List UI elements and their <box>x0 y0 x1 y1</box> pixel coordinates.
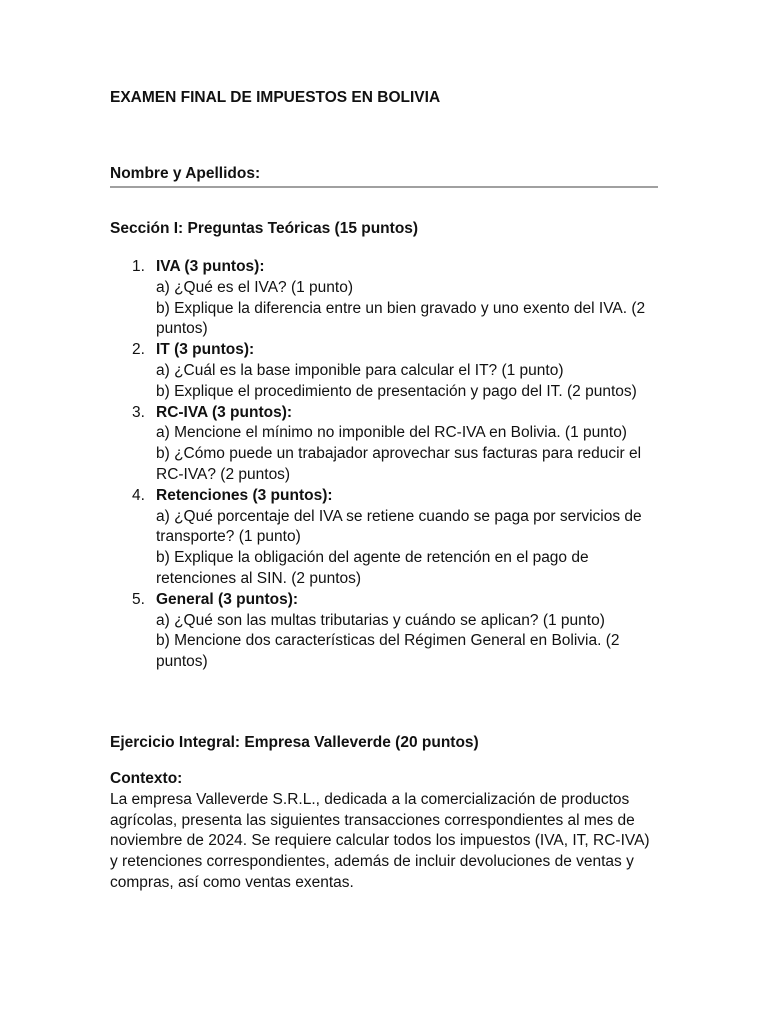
question-line: b) Explique el procedimiento de presentación y pago del IT. (2 puntos) <box>156 382 637 400</box>
question-line: a) ¿Qué porcentaje del IVA se retiene cuando se paga por servicios de transporte? (1 punto) <box>156 507 642 546</box>
question-number: 3. <box>132 403 145 421</box>
list-item <box>110 403 658 486</box>
list-item <box>110 257 658 340</box>
section-1-title: Sección I: Preguntas Teóricas (15 puntos) <box>110 220 419 237</box>
list-item <box>110 486 658 590</box>
question-line: b) Explique la obligación del agente de retención en el pago de retenciones al SIN. (2 puntos) <box>156 549 589 587</box>
exercise-title: Ejercicio Integral: Empresa Valleverde (20 puntos) <box>110 734 479 751</box>
question-line: a) Mencione el mínimo no imponible del RC-IVA en Bolivia. (1 punto) <box>156 424 627 442</box>
question-line: a) ¿Qué es el IVA? (1 punto) <box>156 278 354 296</box>
list-item <box>110 340 658 402</box>
question-heading: RC-IVA (3 puntos): <box>156 403 293 421</box>
question-line: b) Mencione dos características del Régimen General en Bolivia. (2 puntos) <box>156 632 620 671</box>
question-heading: IT (3 puntos): <box>156 341 255 359</box>
question-number: 5. <box>132 590 145 608</box>
question-line: b) ¿Cómo puede un trabajador aprovechar sus facturas para reducir el RC-IVA? (2 puntos) <box>156 445 642 483</box>
question-heading: General (3 puntos): <box>156 590 299 608</box>
question-line: b) Explique la diferencia entre un bien gravado y uno exento del IVA. (2 puntos) <box>156 299 646 338</box>
name-field-label: Nombre y Apellidos: <box>110 164 658 188</box>
question-number: 2. <box>132 341 145 359</box>
question-line: a) ¿Qué son las multas tributarias y cuándo se aplican? (1 punto) <box>156 611 605 629</box>
question-line: a) ¿Cuál es la base imponible para calcular el IT? (1 punto) <box>156 361 564 379</box>
context-title: Contexto: <box>110 770 183 787</box>
context-text: La empresa Valleverde S.R.L., dedicada a la comercialización de productos agrícolas, presenta las siguientes transacciones correspondientes al mes de noviembre de 2024. Se requiere calcular todos los impuestos (IVA, IT, RC-IVA) y retenciones correspondientes, además de incluir devoluciones de ventas y compras, así como ventas exentas. <box>110 790 650 891</box>
list-item <box>110 590 658 673</box>
questions-list <box>110 257 658 673</box>
question-heading: Retenciones (3 puntos): <box>156 486 333 504</box>
question-number: 1. <box>132 258 145 275</box>
context-block <box>110 769 658 894</box>
question-heading: IVA (3 puntos): <box>156 258 265 275</box>
exam-title: EXAMEN FINAL DE IMPUESTOS EN BOLIVIA <box>110 89 441 106</box>
question-number: 4. <box>132 486 145 504</box>
